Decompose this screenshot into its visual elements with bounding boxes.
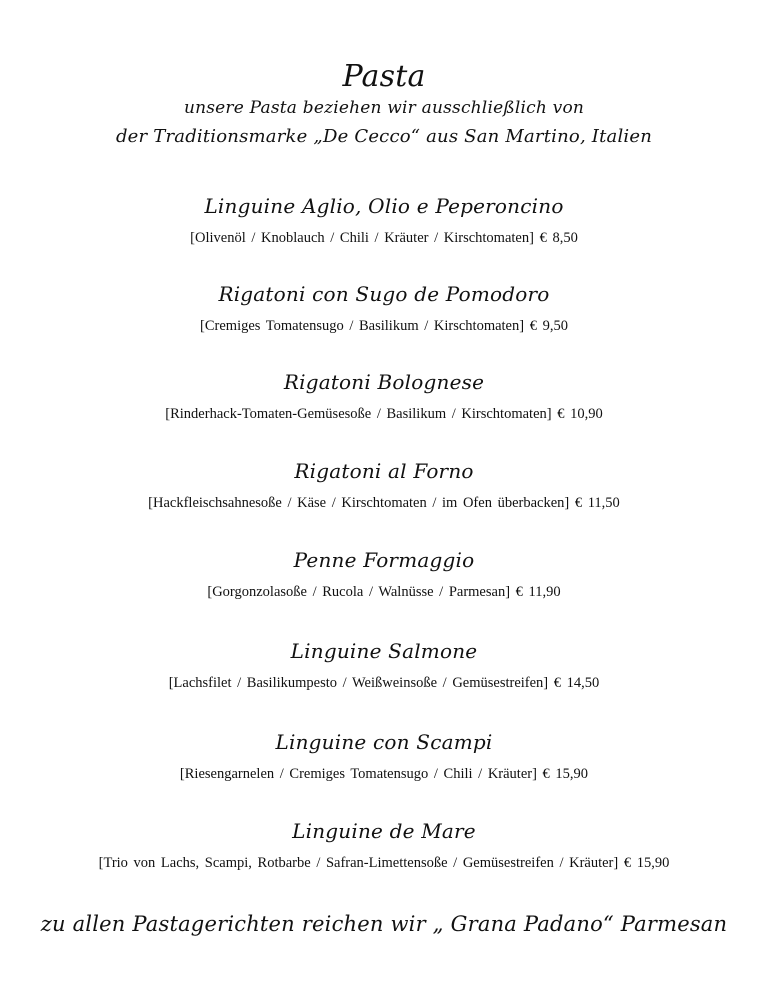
dish-item (0, 818, 768, 872)
menu-title: Pasta (342, 59, 426, 94)
intro-line-2: der Traditionsmarke „De Cecco“ aus San Martino, Italien (115, 126, 653, 147)
dish-item (0, 547, 768, 601)
dish-name: Rigatoni al Forno (294, 459, 474, 483)
dish-description: [Rinderhack-Tomaten-Gemüsesoße / Basilikum / Kirschtomaten] € 10,90 (165, 406, 603, 422)
dish-name: Rigatoni con Sugo de Pomodoro (218, 282, 550, 306)
footer-note: zu allen Pastagerichten reichen wir „ Grana Padano“ Parmesan (40, 912, 728, 936)
dish-name: Linguine Salmone (290, 639, 478, 663)
dish-item (0, 369, 768, 423)
dish-description: [Lachsfilet / Basilikumpesto / Weißweinsoße / Gemüsestreifen] € 14,50 (168, 675, 600, 691)
dish-description: [Gorgonzolasoße / Rucola / Walnüsse / Parmesan] € 11,90 (207, 584, 561, 600)
dish-description: [Olivenöl / Knoblauch / Chili / Kräuter / Kirschtomaten] € 8,50 (190, 230, 578, 246)
dish-item (0, 281, 768, 335)
dish-name: Linguine de Mare (292, 819, 476, 843)
dish-name: Penne Formaggio (293, 548, 475, 572)
dish-item (0, 193, 768, 247)
dish-description: [Cremiges Tomatensugo / Basilikum / Kirschtomaten] € 9,50 (200, 318, 568, 334)
intro-line-1: unsere Pasta beziehen wir ausschließlich von (183, 98, 585, 118)
dish-name: Rigatoni Bolognese (283, 370, 485, 394)
dish-item (0, 458, 768, 512)
dish-item (0, 729, 768, 783)
dish-description: [Trio von Lachs, Scampi, Rotbarbe / Safran-Limettensoße / Gemüsestreifen / Kräuter] € 15,90 (98, 855, 670, 871)
dish-item (0, 638, 768, 692)
dish-description: [Hackfleischsahnesoße / Käse / Kirschtomaten / im Ofen überbacken] € 11,50 (148, 495, 620, 511)
dish-name: Linguine Aglio, Olio e Peperoncino (204, 194, 564, 218)
dish-description: [Riesengarnelen / Cremiges Tomatensugo / Chili / Kräuter] € 15,90 (179, 766, 589, 782)
dish-name: Linguine con Scampi (275, 730, 493, 754)
